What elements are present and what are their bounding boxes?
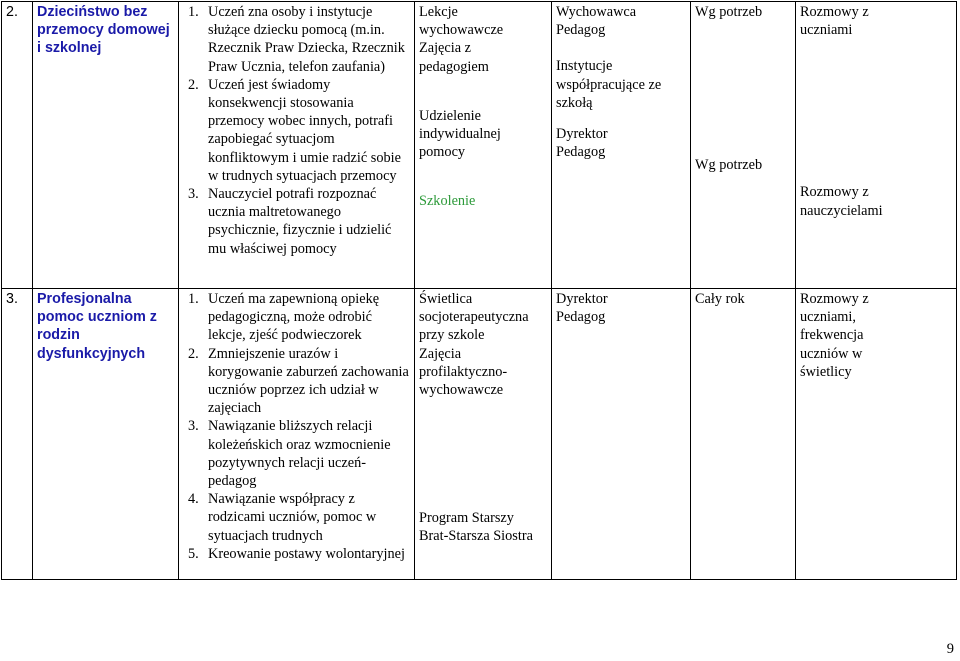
responsible-cell <box>552 289 691 580</box>
terms-cell <box>691 289 796 580</box>
evaluation-item: Rozmowy z nauczycielami <box>800 184 883 219</box>
goal-item: 4. Nawiązanie współpracy z rodzicami uczniów, pomoc w sytuacjach trudnych <box>188 491 377 544</box>
goal-item: 1. Uczeń ma zapewnioną opiekę pedagogiczną, może odrobić lekcje, zjeść podwieczorek <box>188 291 380 344</box>
goal-item: 2. Uczeń jest świadomy konsekwencji stosowania przemocy wobec innych, potrafi zapobiegać sytuacjom konfliktowym i umie radzić sobie w trudnych sytuacjach przemocy <box>188 76 401 184</box>
page-number: 9 <box>946 641 954 657</box>
responsible-item: Instytucje współpracujące ze szkołą <box>556 58 662 111</box>
goal-item: 3. Nauczyciel potrafi rozpoznać ucznia maltretowanego psychicznie, fizycznie i udzielić mu właściwej pomocy <box>188 186 392 257</box>
responsible-item: Pedagog <box>556 144 606 161</box>
form-item: Świetlica socjoterapeutyczna przy szkole <box>419 291 529 344</box>
form-item: Udzielenie indywidualnej pomocy <box>419 107 501 161</box>
responsible-item: Dyrektor <box>556 291 608 307</box>
row-number: 3. <box>2 289 33 580</box>
goals-cell <box>179 289 415 580</box>
form-item: Zajęcia profilaktyczno-wychowawcze <box>419 345 508 399</box>
row-number: 2. <box>2 2 33 289</box>
goal-item: 5. Kreowanie postawy wolontaryjnej <box>188 545 405 562</box>
responsible-cell <box>552 2 691 289</box>
term-item: Wg potrzeb <box>695 4 763 20</box>
evaluation-cell <box>796 289 957 580</box>
row-title: Dzieciństwo bez przemocy domowej i szkolnej <box>33 2 179 289</box>
term-item: Wg potrzeb <box>695 157 763 174</box>
responsible-item: Pedagog <box>556 22 606 39</box>
responsible-item: Pedagog <box>556 309 606 326</box>
program-table <box>1 1 957 580</box>
responsible-item: Wychowawca <box>556 4 637 20</box>
goal-item: 2. Zmniejszenie urazów i korygowanie zaburzeń zachowania uczniów poprzez ich udział w zajęciach <box>188 345 409 417</box>
forms-cell <box>415 289 552 580</box>
goals-cell <box>179 2 415 289</box>
terms-cell <box>691 2 796 289</box>
row-title: Profesjonalna pomoc uczniom z rodzin dysfunkcyjnych <box>33 289 179 580</box>
goal-item: 3. Nawiązanie bliższych relacji koleżeńskich oraz wzmocnienie pozytywnych relacji uczeń-pedagog <box>188 418 391 490</box>
form-item: Lekcje wychowawcze <box>419 4 504 39</box>
forms-cell <box>415 2 552 289</box>
table-row <box>2 2 957 289</box>
evaluation-cell <box>796 2 957 289</box>
form-item: Zajęcia z pedagogiem <box>419 40 489 75</box>
form-item: Program Starszy Brat-Starsza Siostra <box>419 510 533 545</box>
responsible-item: Dyrektor <box>556 126 608 143</box>
evaluation-item: Rozmowy z uczniami, frekwencja uczniów w świetlicy <box>800 291 869 380</box>
evaluation-item: Rozmowy z uczniami <box>800 4 869 39</box>
term-item: Cały rok <box>695 291 745 307</box>
goal-item: 1. Uczeń zna osoby i instytucje służące dziecku pomocą (m.in. Rzecznik Praw Dziecka, Rzecznik Praw Ucznia, telefon zaufania) <box>188 4 405 75</box>
table-row <box>2 289 957 580</box>
form-item: Szkolenie <box>419 193 476 210</box>
